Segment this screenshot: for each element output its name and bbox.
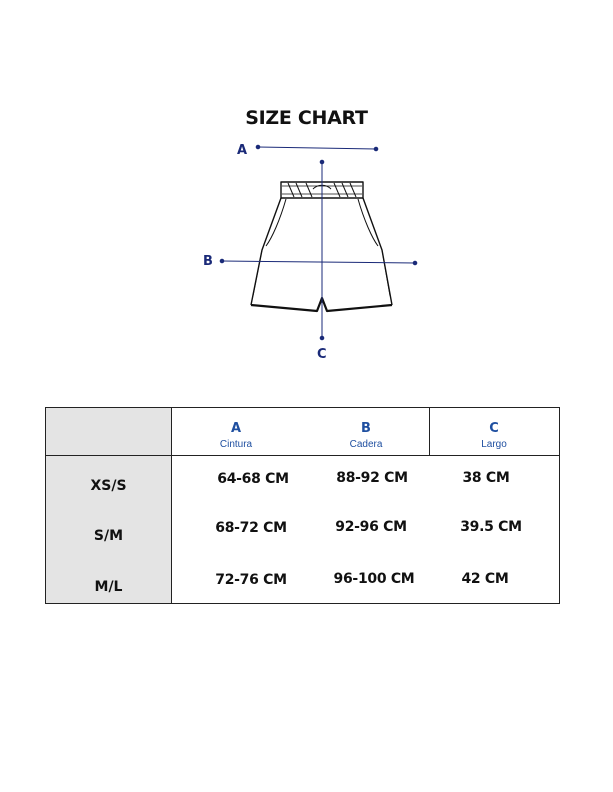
header-divider [46,455,559,456]
page-title: SIZE CHART [245,107,368,129]
cell-hip: 88-92 CM [336,470,408,486]
size-label: S/M [93,528,124,544]
column-header-letter: A [230,421,242,436]
column-header-letter: C [489,421,499,436]
size-label: XS/S [90,478,127,494]
cell-waist: 68-72 CM [215,520,287,536]
size-label: M/L [94,579,123,595]
cell-waist: 64-68 CM [217,471,289,487]
column-header-name: Cintura [219,439,253,450]
cell-hip: 96-100 CM [333,571,415,587]
column-header-name: Cadera [349,439,383,450]
header-column-divider [429,408,430,455]
cell-length: 39.5 CM [460,519,522,535]
column-header-name: Largo [481,439,507,450]
column-header-b [306,421,426,451]
measure-c-label: C [317,347,327,362]
cell-waist: 72-76 CM [215,572,287,588]
cell-hip: 92-96 CM [335,519,407,535]
cell-length: 42 CM [461,571,509,587]
cell-length: 38 CM [462,470,510,486]
measure-c-line [320,160,324,340]
column-header-a [176,421,296,451]
column-header-c [434,421,554,451]
measure-b-label: B [203,254,213,269]
column-header-letter: B [361,421,371,436]
measure-a-line [256,145,378,151]
size-table [45,407,560,604]
measure-b-line [220,259,417,265]
size-column-background [46,408,172,603]
measure-a-label: A [237,143,248,158]
